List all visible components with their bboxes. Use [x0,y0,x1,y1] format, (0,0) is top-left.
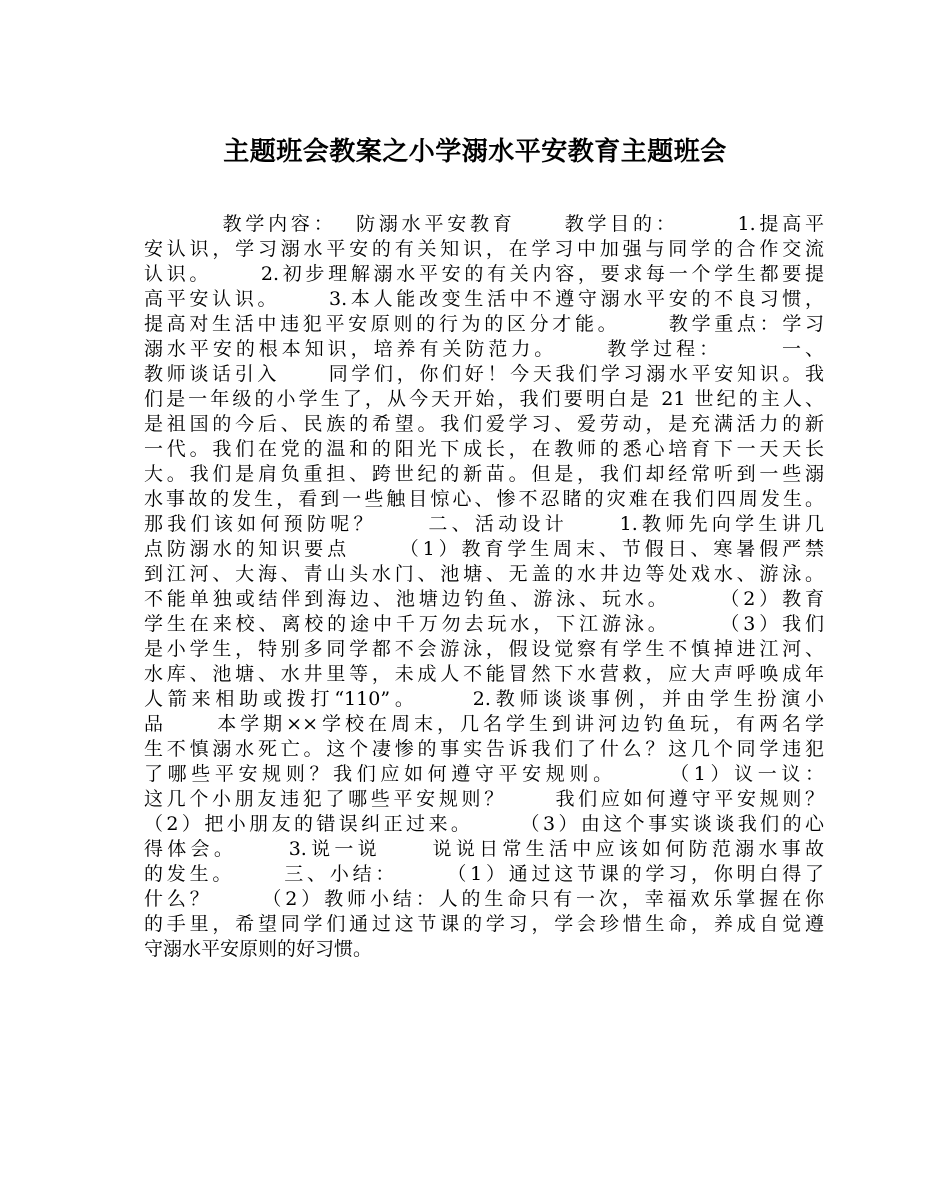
body-text-line: 品 本学期××学校在周末，几名学生到讲河边钓鱼玩，有两名学 [144,713,824,735]
body-text-line: 学生在来校、离校的途中千万勿去玩水，下江游泳。 （3）我们 [144,613,824,635]
body-text-line: 那我们该如何预防呢？ 二、活动设计 1.教师先向学生讲几 [144,513,824,535]
body-text-line: 是小学生，特别多同学都不会游泳，假设觉察有学生不慎掉进江河、 [144,638,824,660]
body-text-line: 高平安认识。 3.本人能改变生活中不遵守溺水平安的不良习惯， [144,288,824,310]
body-text-line: 认识。 2.初步理解溺水平安的有关内容，要求每一个学生都要提 [144,263,824,285]
body-text-line: 水事故的发生，看到一些触目惊心、惨不忍睹的灾难在我们四周发生。 [144,488,824,510]
body-text-line: 点防溺水的知识要点 （1）教育学生周末、节假日、寒暑假严禁 [144,538,824,560]
body-text-line: 水库、池塘、水井里等，未成人不能冒然下水营救，应大声呼唤成年 [144,663,824,685]
body-text-line: 了哪些平安规则？我们应如何遵守平安规则。 （1）议一议： [144,763,824,785]
body-text-line: 不能单独或结伴到海边、池塘边钓鱼、游泳、玩水。 （2）教育 [144,588,824,610]
body-text-line: 这几个小朋友违犯了哪些平安规则？ 我们应如何遵守平安规则？ [144,788,824,810]
body-text-line: 生不慎溺水死亡。这个凄惨的事实告诉我们了什么？这几个同学违犯 [144,738,824,760]
body-text-line: 到江河、大海、青山头水门、池塘、无盖的水井边等处戏水、游泳。 [144,563,824,585]
body-text-line: 是祖国的今后、民族的希望。我们爱学习、爱劳动，是充满活力的新 [144,413,824,435]
body-text-line: 溺水平安的根本知识，培养有关防范力。 教学过程： 一、 [144,338,824,360]
body-text-line: 安认识，学习溺水平安的有关知识，在学习中加强与同学的合作交流 [144,238,824,260]
body-text-line: 提高对生活中违犯平安原则的行为的区分才能。 教学重点：学习 [144,313,824,335]
body-text-line: 教师谈话引入 同学们，你们好！今天我们学习溺水平安知识。我 [144,363,824,385]
body-text-line: 教学内容： 防溺水平安教育 教学目的： 1.提高平 [144,213,824,235]
body-text-line: 一代。我们在党的温和的阳光下成长，在教师的悉心培育下一天天长 [144,438,824,460]
body-text-line: 什么？ （2）教师小结：人的生命只有一次，幸福欢乐掌握在你 [144,888,824,910]
body-text-line: 人箭来相助或拨打“110”。 2.教师谈谈事例，并由学生扮演小 [144,688,824,710]
body-text-line: （2）把小朋友的错误纠正过来。 （3）由这个事实谈谈我们的心 [144,813,824,835]
body-text-line: 的手里，希望同学们通过这节课的学习，学会珍惜生命，养成自觉遵 [144,913,824,935]
body-text-line: 们是一年级的小学生了，从今天开始，我们要明白是 21 世纪的主人、 [144,388,824,410]
body-text-line: 守溺水平安原则的好习惯。 [144,938,373,960]
document-title: 主题班会教案之小学溺水平安教育主题班会 [223,137,727,167]
body-text-line: 大。我们是肩负重担、跨世纪的新苗。但是，我们却经常听到一些溺 [144,463,824,485]
body-text-line: 得体会。 3.说一说 说说日常生活中应该如何防范溺水事故 [144,838,824,860]
body-text-line: 的发生。 三、小结： （1）通过这节课的学习，你明白得了 [144,863,824,885]
document-body [144,212,824,962]
